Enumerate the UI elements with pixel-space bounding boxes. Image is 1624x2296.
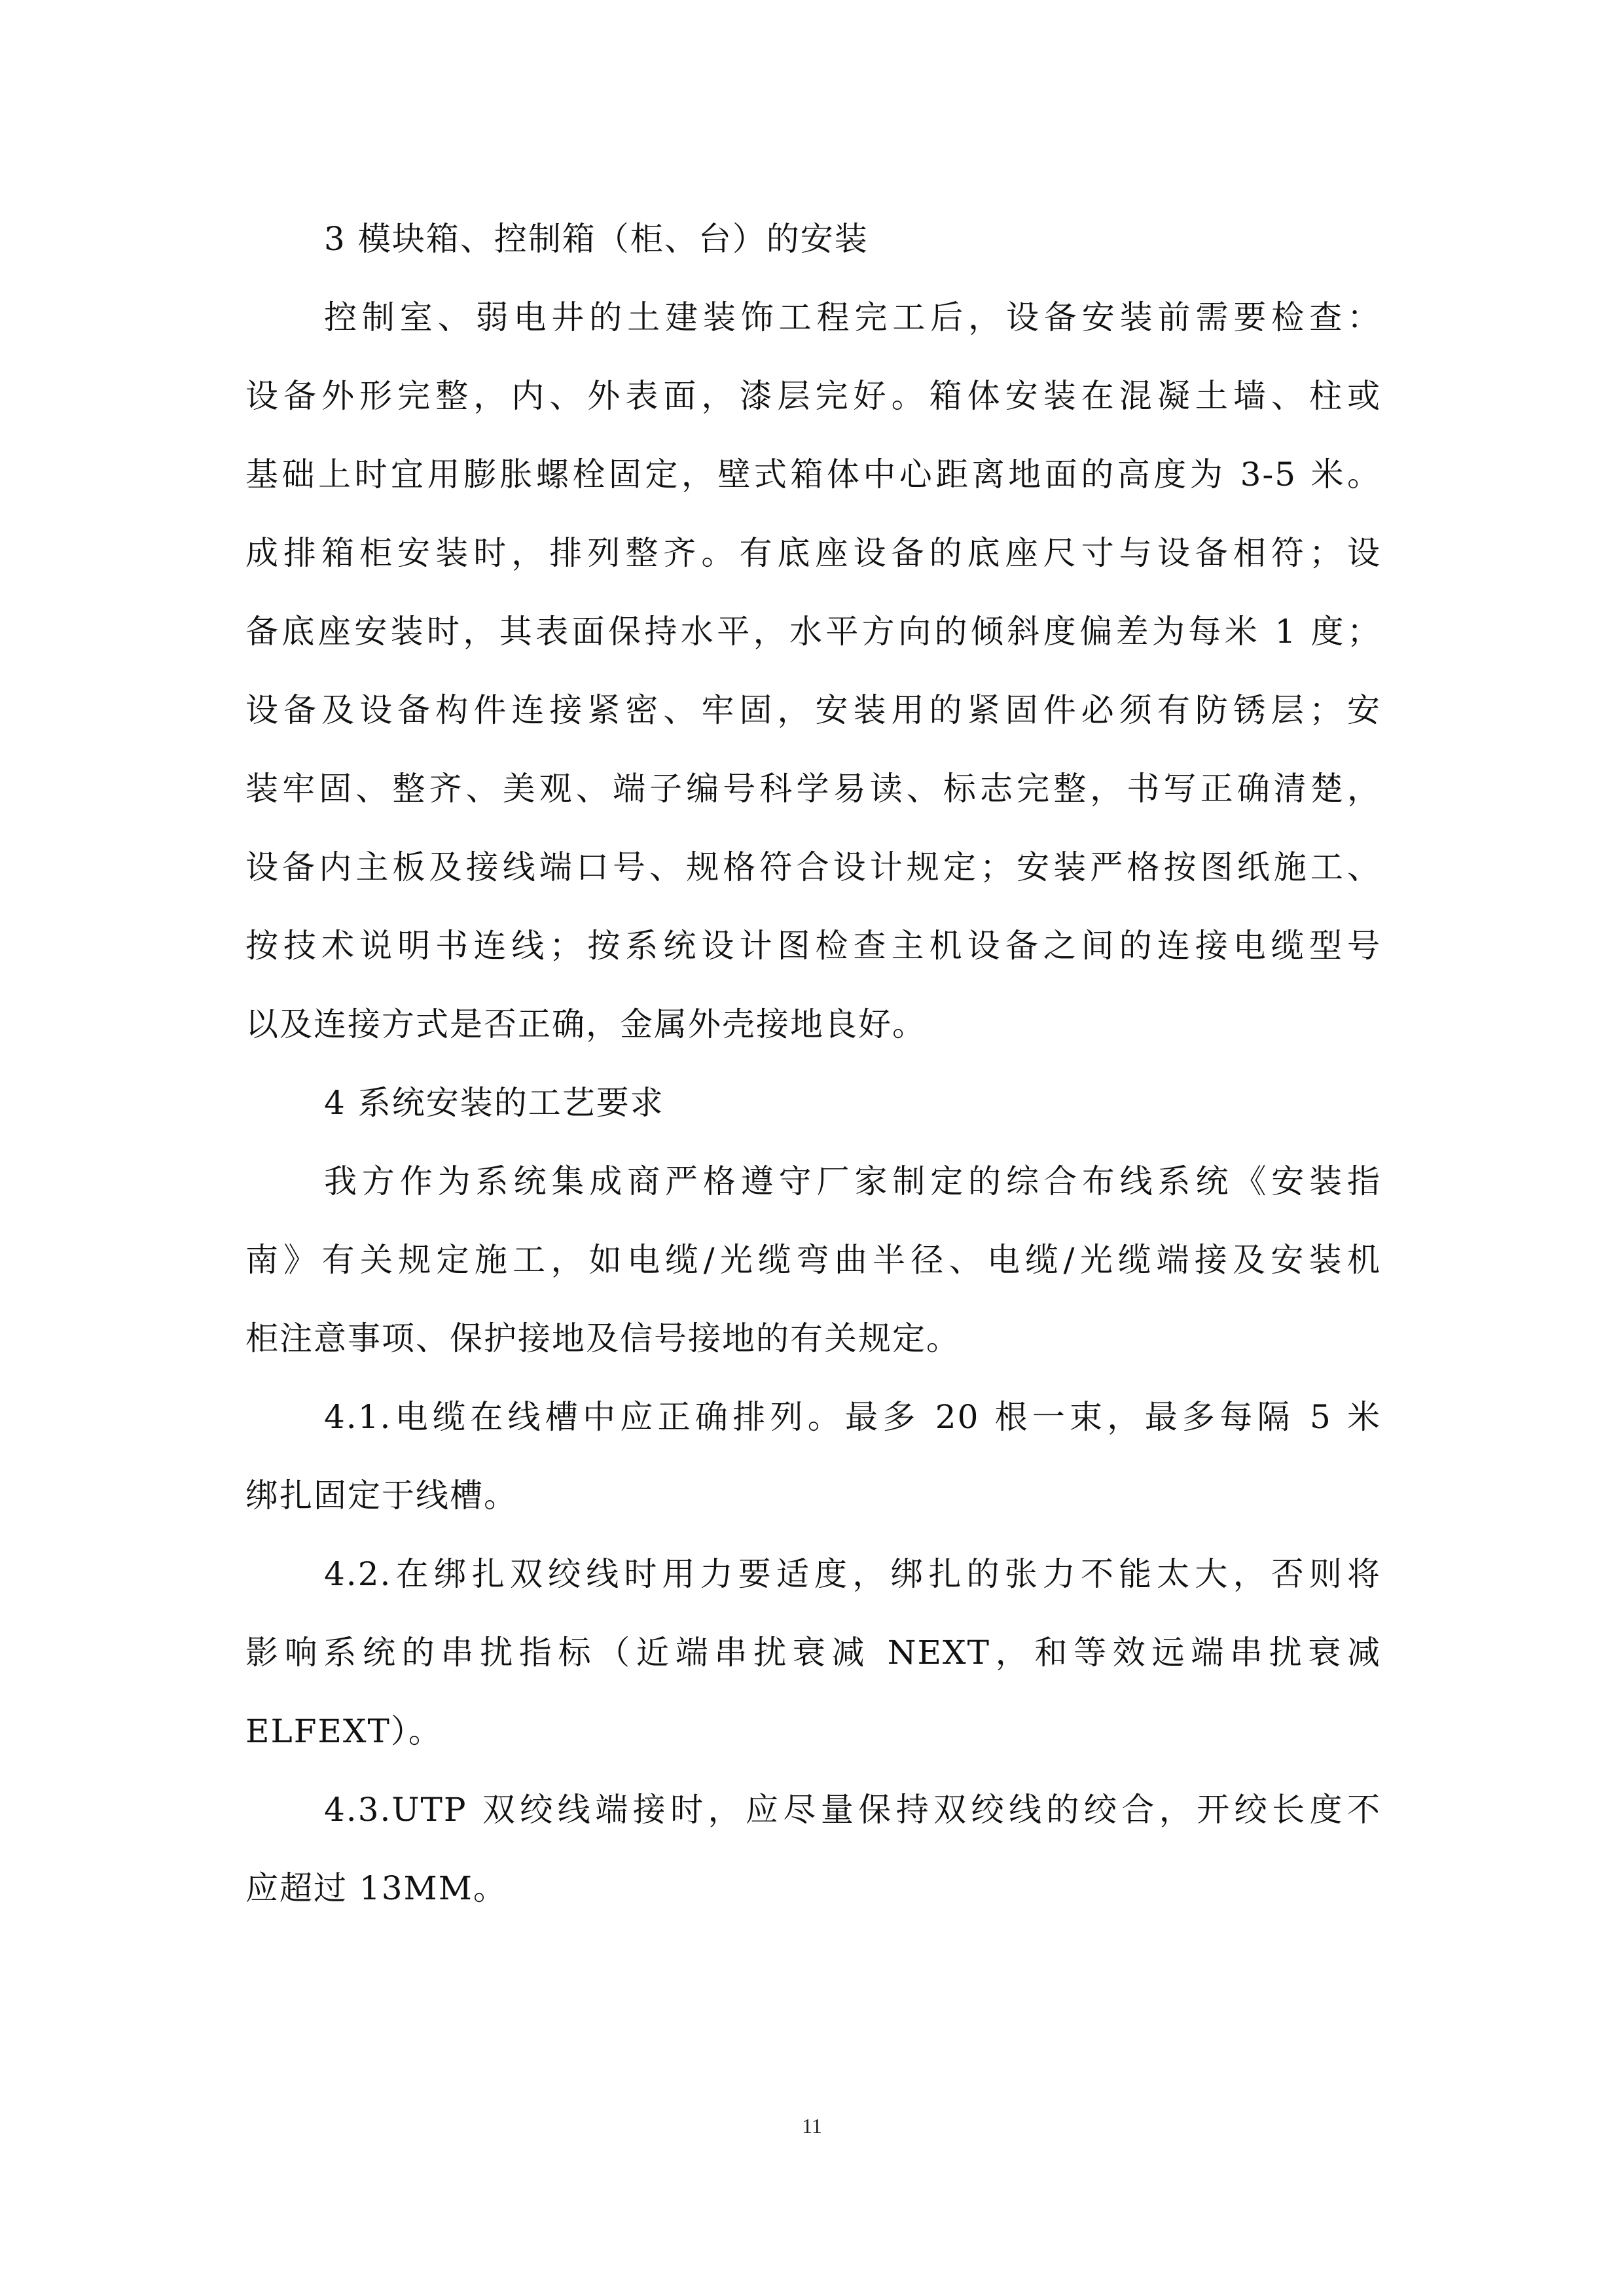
section-heading-4: 4 系统安装的工艺要求 [324, 1084, 664, 1122]
paragraph-line: 以及连接方式是否正确，金属外壳接地良好。 [245, 1005, 926, 1043]
clause-4-2-line: ELFEXT）。 [245, 1712, 442, 1750]
paragraph-line: 柜注意事项、保护接地及信号接地的有关规定。 [245, 1319, 960, 1357]
paragraph-line: 备底座安装时，其表面保持水平，水平方向的倾斜度偏差为每米 1 度； [245, 613, 1381, 651]
paragraph-line: 按技术说明书连线；按系统设计图检查主机设备之间的连接电缆型号 [245, 927, 1381, 965]
clause-4-2-line: 4.2.在绑扎双绞线时用力要适度，绑扎的张力不能太大，否则将 [324, 1555, 1381, 1593]
paragraph-line: 设备外形完整，内、外表面，漆层完好。箱体安装在混凝土墙、柱或 [245, 377, 1381, 415]
section-heading-3: 3 模块箱、控制箱（柜、台）的安装 [324, 220, 869, 258]
paragraph-line: 装牢固、整齐、美观、端子编号科学易读、标志完整，书写正确清楚， [245, 770, 1381, 808]
paragraph-line: 设备及设备构件连接紧密、牢固，安装用的紧固件必须有防锈层；安 [245, 691, 1381, 729]
clause-4-1-line: 绑扎固定于线槽。 [245, 1477, 518, 1515]
paragraph-line: 南》有关规定施工，如电缆/光缆弯曲半径、电缆/光缆端接及安装机 [245, 1241, 1381, 1279]
clause-4-1-line: 4.1.电缆在线槽中应正确排列。最多 20 根一束，最多每隔 5 米 [324, 1398, 1381, 1436]
document-body [245, 200, 1381, 1928]
paragraph-line: 控制室、弱电井的土建装饰工程完工后，设备安装前需要检查： [324, 298, 1381, 336]
paragraph-line: 成排箱柜安装时，排列整齐。有底座设备的底座尺寸与设备相符；设 [245, 534, 1381, 572]
paragraph-line: 基础上时宜用膨胀螺栓固定，壁式箱体中心距离地面的高度为 3-5 米。 [245, 456, 1381, 493]
paragraph-line: 设备内主板及接线端口号、规格符合设计规定；安装严格按图纸施工、 [245, 848, 1381, 886]
clause-4-3-line: 4.3.UTP 双绞线端接时，应尽量保持双绞线的绞合，开绞长度不 [324, 1791, 1381, 1829]
clause-4-2-line: 影响系统的串扰指标（近端串扰衰减 NEXT，和等效远端串扰衰减 [245, 1634, 1381, 1672]
paragraph-line: 我方作为系统集成商严格遵守厂家制定的综合布线系统《安装指 [324, 1162, 1381, 1200]
page-number: 11 [802, 2114, 822, 2138]
clause-4-3-line: 应超过 13MM。 [245, 1869, 507, 1907]
